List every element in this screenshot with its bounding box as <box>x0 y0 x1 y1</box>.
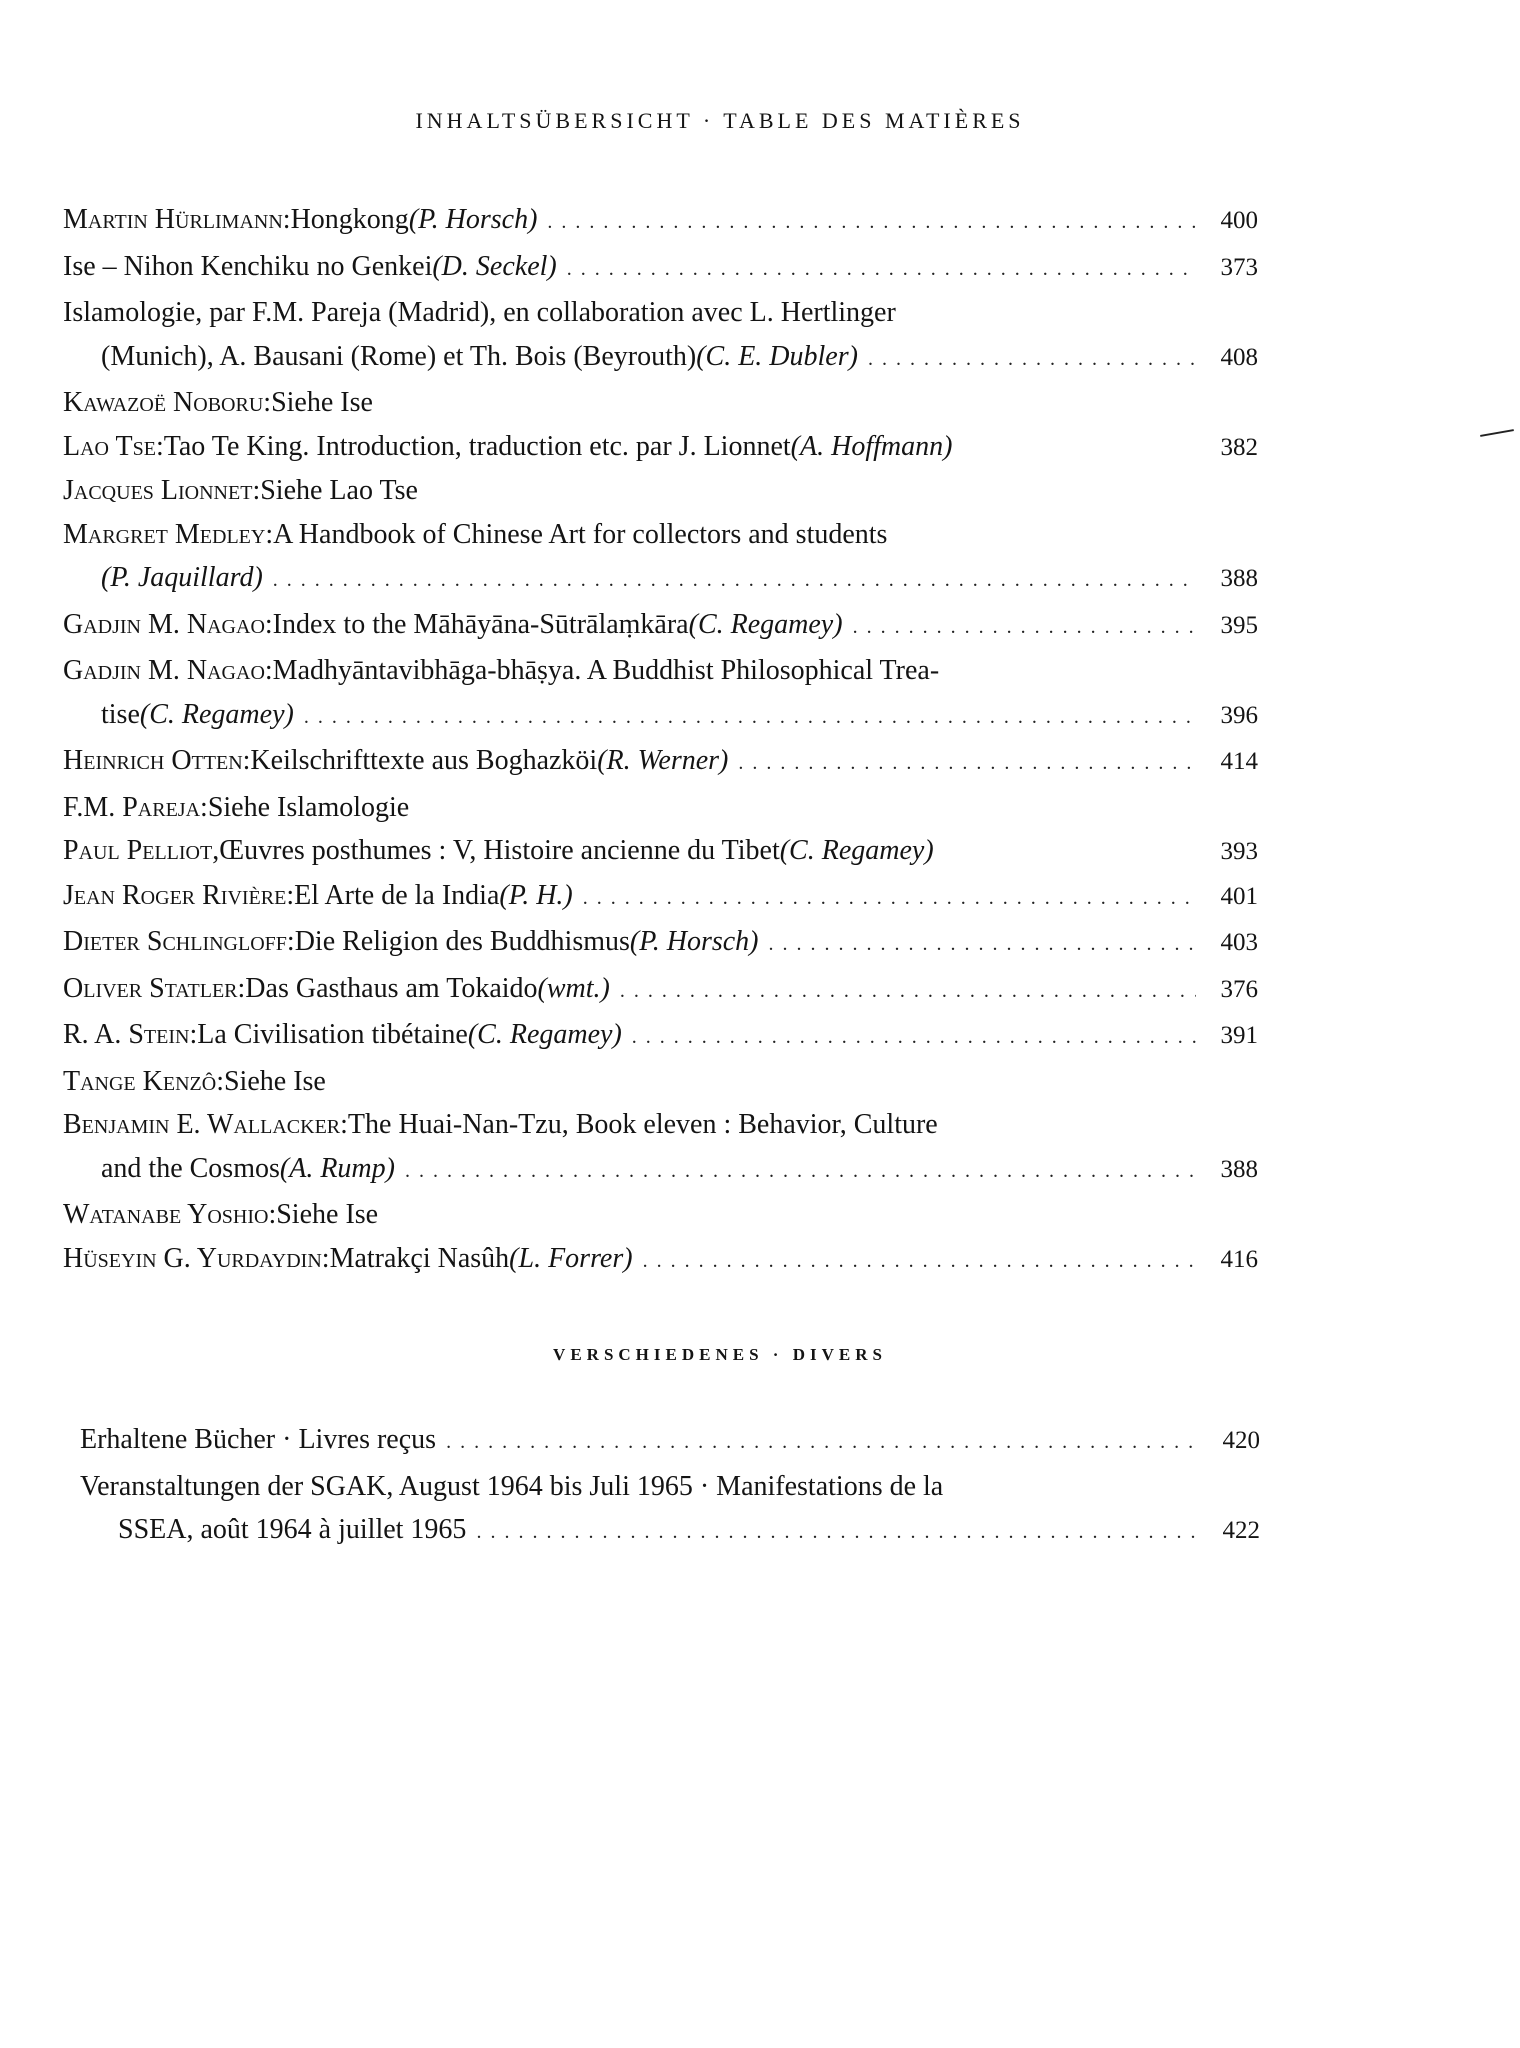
entry-title: Siehe Islamologie <box>207 791 410 823</box>
entry-separator: : <box>237 972 246 1004</box>
toc-entry[interactable] <box>63 513 1258 603</box>
toc-entry[interactable] <box>63 425 1258 470</box>
entry-title: Keilschrifttexte aus Boghazköi <box>250 745 598 776</box>
toc-heading: INHALTSÜBERSICHT · TABLE DES MATIÈRES <box>415 108 1025 133</box>
toc-entry[interactable] <box>63 198 1258 245</box>
toc-entry[interactable] <box>63 1237 1258 1284</box>
stray-pen-mark <box>1480 429 1514 437</box>
entry-reviewer: (C. Regamey) <box>688 608 843 640</box>
entry-separator: : <box>200 791 208 823</box>
entry-author: Jacques Lionnet <box>63 475 253 506</box>
entry-page: 408 <box>1220 343 1258 371</box>
entry-page: 420 <box>1222 1427 1260 1454</box>
entry-separator: : <box>286 926 295 957</box>
entry-reviewer: (P. Horsch) <box>629 926 759 957</box>
toc-entry[interactable] <box>63 874 1258 921</box>
entry-title: Ise – Nihon Kenchiku no Genkei <box>63 250 433 282</box>
toc-entry[interactable] <box>63 967 1258 1014</box>
entry-page: 376 <box>1220 975 1258 1003</box>
toc-entry[interactable] <box>63 603 1258 650</box>
entry-author: Martin Hürlimann <box>63 204 283 235</box>
dot-leader <box>632 1016 1196 1060</box>
entry-title: Siehe Ise <box>223 1065 326 1097</box>
toc-entry[interactable] <box>63 1013 1258 1060</box>
toc-entry[interactable] <box>63 1193 1258 1237</box>
entry-title: Tao Te King. Introduction, traduction etc. par J. Lionnet <box>163 430 791 462</box>
entry-reviewer: (A. Hoffmann) <box>790 430 953 462</box>
entry-separator: : <box>252 475 261 506</box>
toc-entry[interactable] <box>80 1465 1260 1555</box>
entry-separator: , <box>212 835 220 866</box>
entry-title: Siehe Lao Tse <box>260 475 418 506</box>
entry-author: Benjamin E. Wallacker <box>63 1109 341 1140</box>
entry-reviewer: (C. Regamey) <box>779 835 934 866</box>
toc-entry[interactable] <box>63 245 1258 292</box>
entry-title: Madhyāntavibhāga-bhāṣya. A Buddhist Philosophical Trea- <box>272 655 940 686</box>
toc-entry[interactable] <box>63 381 1258 425</box>
entry-separator: : <box>155 430 164 462</box>
entry-author: R. A. Stein <box>63 1019 190 1050</box>
entry-reviewer: (C. E. Dubler) <box>696 340 858 372</box>
dot-leader <box>583 877 1196 921</box>
entry-author: Tange Kenzô <box>63 1065 217 1097</box>
entry-separator: : <box>265 518 274 550</box>
entry-title: El Arte de la India <box>294 879 500 911</box>
entry-reviewer: (C. Regamey) <box>139 698 294 730</box>
entry-title: Hongkong <box>290 204 409 235</box>
entry-reviewer: (P. H.) <box>499 879 573 911</box>
entry-reviewer: (A. Rump) <box>279 1152 395 1184</box>
misc-list <box>80 1418 1260 1555</box>
entry-author: Watanabe Yoshio <box>63 1199 269 1230</box>
entry-title-continued: tise <box>101 698 140 730</box>
entry-page: 416 <box>1220 1245 1258 1273</box>
dot-leader <box>567 248 1196 292</box>
entry-title: The Huai-Nan-Tzu, Book eleven : Behavior, Culture <box>347 1109 938 1140</box>
dot-leader <box>738 742 1196 786</box>
entry-title: A Handbook of Chinese Art for collectors and students <box>273 518 888 550</box>
entry-separator: : <box>321 1242 330 1274</box>
entry-title: Erhaltene Bücher · Livres reçus <box>80 1424 437 1455</box>
dot-leader <box>405 1150 1196 1194</box>
entry-title: Die Religion des Buddhismus <box>294 926 630 957</box>
entry-separator: : <box>263 387 272 418</box>
entry-page: 393 <box>1220 838 1258 865</box>
entry-separator: : <box>216 1065 224 1097</box>
entry-page: 373 <box>1220 253 1258 281</box>
entry-reviewer: (D. Seckel) <box>432 250 557 282</box>
entry-reviewer: (R. Werner) <box>597 745 729 776</box>
entry-author: Kawazoë Noboru <box>63 387 264 418</box>
entry-separator: : <box>268 1199 277 1230</box>
entry-title: Islamologie, par F.M. Pareja (Madrid), en collaboration avec L. Hertlinger <box>63 297 896 328</box>
entry-page: 382 <box>1220 433 1258 461</box>
entry-page: 396 <box>1220 701 1258 729</box>
entry-separator: : <box>282 204 291 235</box>
entry-separator: : <box>264 655 273 686</box>
entry-page: 391 <box>1220 1022 1258 1049</box>
toc-entry[interactable] <box>63 291 1258 381</box>
entry-title-continued: SSEA, août 1964 à juillet 1965 <box>118 1514 467 1545</box>
dot-leader <box>304 696 1196 740</box>
entry-page: 422 <box>1222 1517 1260 1544</box>
entry-page: 401 <box>1220 882 1258 910</box>
toc-entry[interactable] <box>63 649 1258 739</box>
entry-author: Heinrich Otten <box>63 745 243 776</box>
entry-author: Jean Roger Rivière <box>63 879 287 911</box>
toc-entry[interactable] <box>63 1060 1258 1104</box>
toc-entry[interactable] <box>63 739 1258 786</box>
entry-title: Siehe Ise <box>276 1199 379 1230</box>
entry-page: 388 <box>1220 565 1258 592</box>
entry-title-continued: (Munich), A. Bausani (Rome) et Th. Bois (Beyrouth) <box>101 340 697 372</box>
entry-author: Margret Medley <box>63 518 266 550</box>
entry-author: Hüseyin G. Yurdaydin <box>63 1242 322 1274</box>
entry-author: Gadjin M. Nagao <box>63 608 265 640</box>
entry-title: La Civilisation tibétaine <box>197 1019 468 1050</box>
dot-leader <box>547 201 1196 245</box>
toc-entry[interactable] <box>80 1418 1260 1465</box>
entry-title: Œuvres posthumes : V, Histoire ancienne du Tibet <box>219 835 780 866</box>
entry-page: 414 <box>1220 748 1258 775</box>
toc-entry[interactable] <box>63 786 1258 830</box>
entry-reviewer: (P. Jaquillard) <box>101 562 263 593</box>
dot-leader <box>868 338 1196 382</box>
entry-author: Dieter Schlingloff <box>63 926 287 957</box>
entry-reviewer: (wmt.) <box>537 972 610 1004</box>
entry-title: Matrakçi Nasûh <box>329 1242 510 1274</box>
entry-title: Siehe Ise <box>271 387 373 418</box>
entry-author: F.M. Pareja <box>63 791 201 823</box>
entry-author: Oliver Statler <box>63 972 238 1004</box>
toc-list <box>63 198 1258 1283</box>
entry-reviewer: (P. Horsch) <box>408 204 538 235</box>
entry-reviewer: (L. Forrer) <box>509 1242 633 1274</box>
dot-leader <box>853 606 1196 650</box>
dot-leader <box>476 1511 1198 1555</box>
entry-title: Index to the Māhāyāna-Sūtrālaṃkāra <box>272 608 689 640</box>
dot-leader <box>273 559 1196 603</box>
entry-page: 388 <box>1220 1155 1258 1183</box>
entry-page: 395 <box>1220 611 1258 639</box>
entry-author: Gadjin M. Nagao <box>63 655 265 686</box>
entry-separator: : <box>189 1019 198 1050</box>
entry-separator: : <box>242 745 251 776</box>
misc-heading: VERSCHIEDENES · DIVERS <box>553 1345 887 1364</box>
entry-page: 400 <box>1220 207 1258 234</box>
entry-separator: : <box>340 1109 348 1140</box>
toc-entry[interactable] <box>63 829 1258 874</box>
dot-leader <box>620 970 1196 1014</box>
entry-page: 403 <box>1220 929 1258 956</box>
entry-reviewer: (C. Regamey) <box>467 1019 622 1050</box>
entry-separator: : <box>286 879 295 911</box>
dot-leader <box>643 1240 1196 1284</box>
entry-title: Veranstaltungen der SGAK, August 1964 bis Juli 1965 · Manifestations de la <box>80 1470 944 1502</box>
entry-author: Lao Tse <box>63 430 156 462</box>
dot-leader <box>769 923 1196 967</box>
toc-entry[interactable] <box>63 920 1258 967</box>
entry-title-continued: and the Cosmos <box>101 1152 280 1184</box>
toc-entry[interactable] <box>63 1103 1258 1193</box>
toc-entry[interactable] <box>63 469 1258 513</box>
entry-separator: : <box>264 608 273 640</box>
dot-leader <box>446 1421 1198 1465</box>
entry-title: Das Gasthaus am Tokaido <box>245 972 538 1004</box>
entry-author: Paul Pelliot <box>63 835 213 866</box>
